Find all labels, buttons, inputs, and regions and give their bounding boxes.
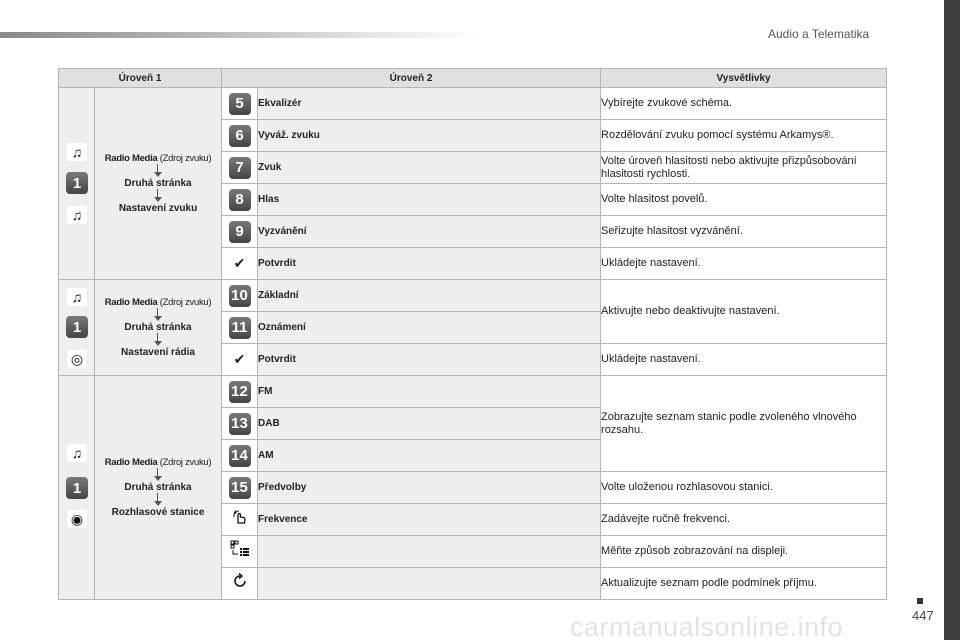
option-label: Potvrdit [258,248,601,280]
badge-10: 10 [229,285,251,307]
source-label: Radio Media (Zdroj zvuku) [104,457,212,468]
option-label: Ekvalizér [258,88,601,120]
badge-7: 7 [229,157,251,179]
option-description: Aktualizujte seznam podle podmínek příjmu. [601,568,887,600]
option-label: Vyváž. zvuku [258,120,601,152]
option-description: Seřizujte hlasitost vyzvánění. [601,216,887,248]
option-description: Vybírejte zvukové schéma. [601,88,887,120]
music-note-icon: ♫ [67,288,87,306]
section-title: Audio a Telematika [768,27,870,41]
option-description: Zadávejte ručně frekvenci. [601,504,887,536]
music-note-icon: ♫ [67,444,87,462]
badge-15: 15 [229,477,251,499]
option-label [258,536,601,568]
option-label: Předvolby [258,472,601,504]
level1-icons-cell [59,88,95,280]
arrow-down-icon [153,189,163,202]
option-label: Potvrdit [258,344,601,376]
level1-icons-cell [59,376,95,600]
settings-table [58,68,887,600]
option-description: Rozdělování zvuku pomocí systému Arkamys®. [601,120,887,152]
refresh-icon [231,572,249,590]
radio-settings-icon: ◎ [67,350,87,368]
badge-11: 11 [229,317,251,339]
option-description: Volte úroveň hlasitosti nebo aktivujte přizpůsobování hlasitosti rychlosti. [601,152,887,184]
table-row [59,88,887,120]
badge-9: 9 [229,221,251,243]
option-label: Hlas [258,184,601,216]
badge-12: 12 [229,381,251,403]
level1-badge: 1 [66,316,88,338]
badge-cell [222,88,258,120]
option-label: AM [258,440,601,472]
check-icon: ✔ [233,350,246,367]
col-header-level2: Úroveň 2 [222,69,601,88]
level1-path-cell [95,88,222,280]
arrow-down-icon [153,308,163,321]
list-display-icon [230,540,250,558]
arrow-down-icon [153,333,163,346]
arrow-down-icon [153,468,163,481]
option-description: Ukládejte nastavení. [601,248,887,280]
arrow-down-icon [153,164,163,177]
step-second-page: Druhá stránka [124,178,192,189]
level1-path-cell [95,280,222,376]
option-description: Měňte způsob zobrazování na displeji. [601,536,887,568]
badge-13: 13 [229,413,251,435]
badge-14: 14 [229,445,251,467]
step-menu-name: Nastavení zvuku [118,203,198,214]
right-sidebar-strip [944,0,960,640]
table-header-row [59,69,887,88]
level1-badge: 1 [66,477,88,499]
option-label [258,568,601,600]
option-description: Volte uloženou rozhlasovou stanici. [601,472,887,504]
badge-5: 5 [229,93,251,115]
audio-settings-icon: ♫ [67,206,87,224]
option-label: Zvuk [258,152,601,184]
radio-station-icon: ◉ [67,510,87,528]
badge-8: 8 [229,189,251,211]
option-description: Zobrazujte seznam stanic podle zvoleného vlnového rozsahu. [601,376,887,472]
source-label: Radio Media (Zdroj zvuku) [104,153,212,164]
option-label: DAB [258,408,601,440]
step-second-page: Druhá stránka [124,322,192,333]
option-label: FM [258,376,601,408]
level1-icons-cell [59,280,95,376]
level1-path-cell [95,376,222,600]
step-second-page: Druhá stránka [124,482,192,493]
page-number: 447 [912,608,934,623]
option-label: Oznámení [258,312,601,344]
music-note-icon: ♫ [67,143,87,161]
watermark: carmanualsonline.info [570,612,844,642]
badge-6: 6 [229,125,251,147]
option-label: Základní [258,280,601,312]
arrow-down-icon [153,493,163,506]
option-label: Vyzvánění [258,216,601,248]
option-label: Frekvence [258,504,601,536]
page-marker [917,598,923,604]
option-description: Ukládejte nastavení. [601,344,887,376]
level1-badge: 1 [66,172,88,194]
top-decorative-bar [0,32,480,38]
step-menu-name: Nastavení rádia [121,347,195,358]
table-row [59,280,887,312]
option-description: Volte hlasitost povelů. [601,184,887,216]
check-icon: ✔ [233,254,246,271]
col-header-level1: Úroveň 1 [59,69,222,88]
source-label: Radio Media (Zdroj zvuku) [104,297,212,308]
col-header-explanation: Vysvětlivky [601,69,887,88]
option-description: Aktivujte nebo deaktivujte nastavení. [601,280,887,344]
step-menu-name: Rozhlasové stanice [111,507,205,518]
table-row [59,376,887,408]
hand-touch-icon [231,508,249,526]
